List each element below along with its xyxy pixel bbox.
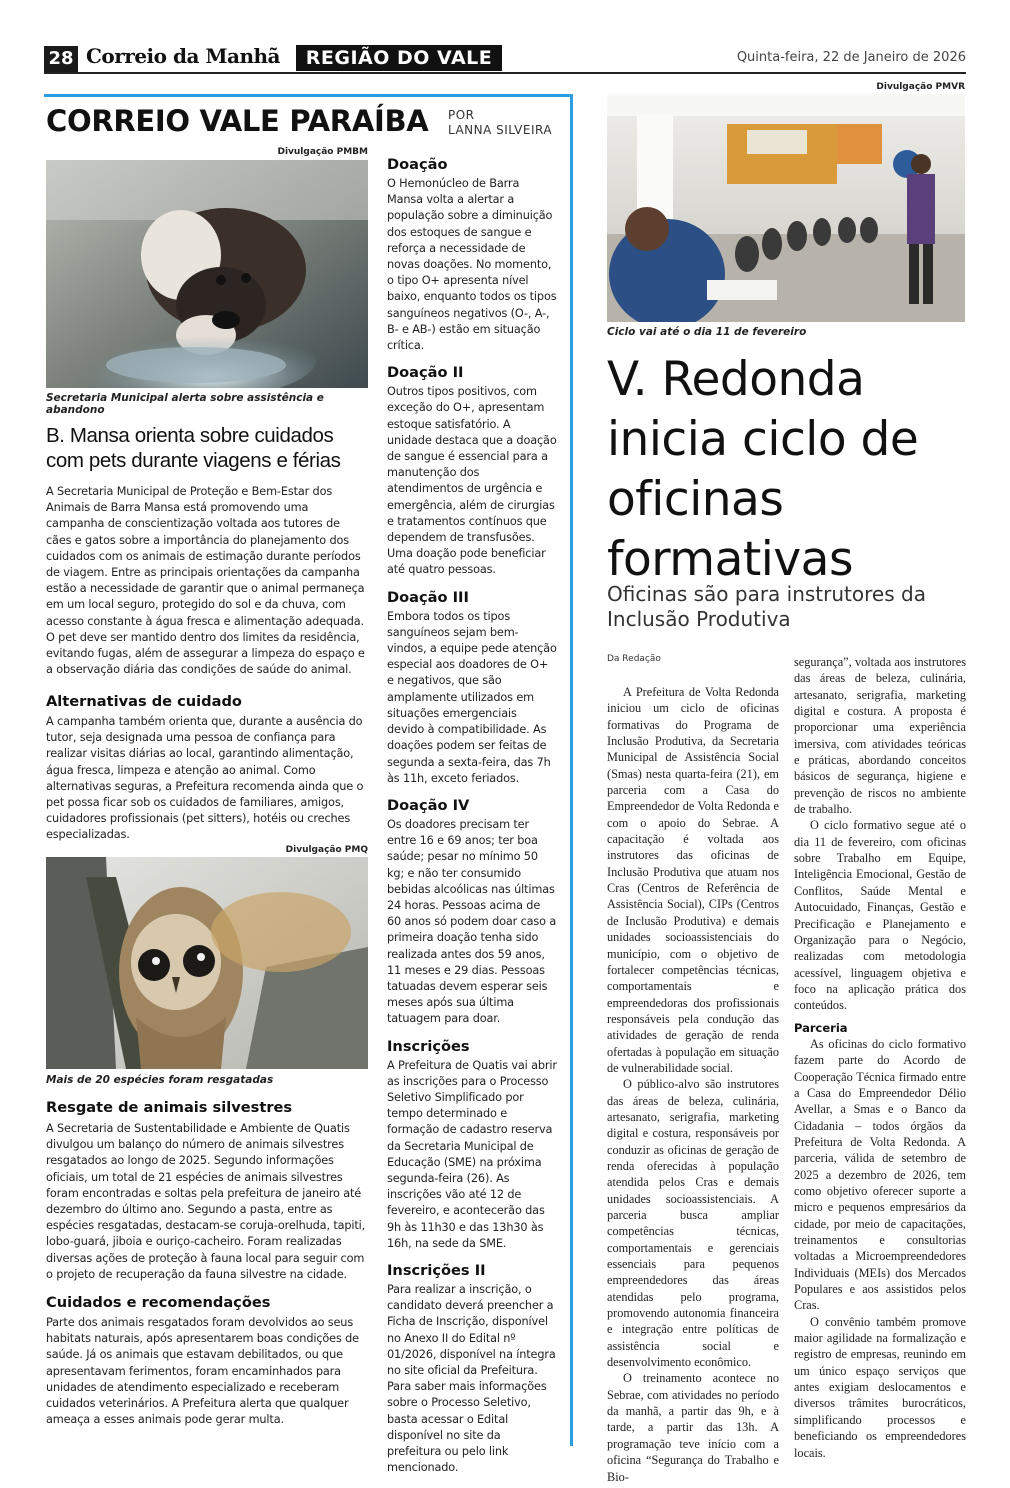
article-paragraph: segurança”, voltada aos instrutores das áreas de beleza, culinária, artesanato, serigrafia, marketing digital e costura. A proposta é proporcionar uma experiência imersiva, com atividades teóricas e práticas, abordando conceitos básicos de segurança, higiene e prevenção de riscos no ambiente de trabalho. xyxy=(794,655,966,817)
wildlife-story-body-2: Parte dos animais resgatados foram devolvidos ao seus habitats naturais, após apresentarem boas condições de saúde. Já os animais que estavam debilitados, ou que apresentavam ferimentos, foram encaminhados para unidades de atendimento especializado e receberam cuidados veterinários. A Prefeitura alerta que qualquer ameaça a esses animais pode gerar multa. xyxy=(46,1316,359,1427)
note-body: Embora todos os tipos sanguíneos sejam bem-vindos, a equipe pede atenção especial aos doadores de O+ e negativos, que são amplamente utilizados em situações emergenciais devido à compatibilidade. As doações podem ser feitas de segunda a sexta-feira, das 7h às 11h, exceto feriados. xyxy=(387,609,557,785)
article-paragraph: A Prefeitura de Volta Redonda iniciou um ciclo de oficinas formativas do Programa de Inclusão Produtiva, da Secretaria Municipal de Assistência Social (Smas) nesta quarta-feira (21), em parceria com a Casa do Empreendedor de Volta Redonda e com o apoio do Sebrae. A capacitação é voltada aos instrutores das oficinas de Inclusão Produtiva que atuam nos Cras (Centros de Referência de Assistência Social), CIPs (Centros de Inclusão Produtiva) e demais unidades socioassistenciais do município, com o objetivo de fortalecer competências técnicas, comportamentais e empreendedoras dos profissionais responsáveis pela condução das atividades de geração de renda ofertadas à população em situação de vulnerabilidade social. xyxy=(607,685,779,1075)
issue-date: Quinta-feira, 22 de Janeiro de 2026 xyxy=(736,50,966,65)
wildlife-story-subhead-2: Cuidados e recomendações xyxy=(46,1294,271,1311)
note-body: A Prefeitura de Quatis vai abrir as inscrições para o Processo Seletivo Simplificado por tempo determinado e formação de cadastro reserva da Secretaria Municipal de Educação (SME) na próxima segunda-feira (26). As inscrições vão até 12 de fevereiro, e acontecerão das 9h às 11h30 e das 13h30 às 16h, na sede da SME. xyxy=(387,1058,557,1250)
note-body: Para realizar a inscrição, o candidato deverá preencher a Ficha de Inscrição, disponível no Anexo II do Edital nº 01/2026, disponível na íntegra no site oficial da Prefeitura. Para saber mais informações sobre o Processo Seletivo, basta acessar o Edital disponível no site da prefeitura ou pelo link mencionado. xyxy=(387,1282,556,1475)
article-paragraph: O público-alvo são instrutores das áreas de beleza, culinária, artesanato, serigrafia, marketing digital e costura, responsáveis por conduzir as oficinas de geração de renda oferecidas à população atendida pelos Cras e demais unidades socioassistenciais. A parceria busca ampliar competências técnicas, comportamentais e gerenciais essenciais para pequenos empreendedores das áreas atendidas pelo programa, promovendo autonomia financeira e integração entre políticas de assistência social e desenvolvimento econômico. xyxy=(607,1077,779,1370)
column-byline xyxy=(448,108,552,138)
article-byline: Da Redação xyxy=(607,654,661,664)
classroom-photo xyxy=(607,94,965,322)
photo-credit-owl: Divulgação PMQ xyxy=(285,845,368,855)
article-column-2 xyxy=(794,654,966,1461)
page-number: 28 xyxy=(44,46,78,72)
note-title: Doação IV xyxy=(387,796,470,814)
photo-caption-owl: Mais de 20 espécies foram resgatadas xyxy=(46,1074,274,1086)
header-divider xyxy=(44,72,966,74)
pets-story-headline: B. Mansa orienta sobre cuidados com pets durante viagens e férias xyxy=(46,424,341,472)
publication-masthead: Correio da Manhã xyxy=(86,44,281,68)
article-paragraph: O convênio também promove maior agilidade na formalização e registro de empresas, reunindo em um único espaço serviços que antes exigiam deslocamentos e diversos trâmites burocráticos, simplificando processos e beneficiando os empreendedores locais. xyxy=(794,1314,966,1460)
note-item xyxy=(387,156,557,354)
article-subheadline: Oficinas são para instrutores da Inclusão Produtiva xyxy=(607,582,926,631)
article-subhead-parceria: Parceria xyxy=(794,1020,848,1035)
note-body: Os doadores precisam ter entre 16 e 69 anos; ter boa saúde; pesar no mínimo 50 kg; e não ter consumido bebidas alcoólicas nas últimas 24 horas. Pessoas acima de 60 anos só podem doar caso a primeira doação tenha sido realizada antes dos 59 anos, 11 meses e 29 dias. Pessoas tatuadas devem esperar seis meses após sua última tatuagem para doar. xyxy=(387,817,557,1026)
note-title: Doação xyxy=(387,156,448,173)
pets-story-body: A Secretaria Municipal de Proteção e Bem-Estar dos Animais de Barra Mansa está promovendo uma campanha de conscientização voltada aos tutores de cães e gatos sobre a importância do planejamento dos cuidados com os animais de estimação durante períodos de viagem. Entre as principais orientações da campanha estão a necessidade de garantir que o animal permaneça em um local seguro, protegido do sol e da chuva, com acesso constante à água fresca e alimentação adequada. O pet deve ser mantido dentro dos limites da residência, evitando fugas, além de assegurar a limpeza do espaço e a observação diária das condições de saúde do animal. xyxy=(46,485,365,677)
pets-story-subhead: Alternativas de cuidado xyxy=(46,693,242,710)
byline-name: LANNA SILVEIRA xyxy=(448,123,553,137)
note-item xyxy=(387,1038,557,1252)
photo-credit-class: Divulgação PMVR xyxy=(876,82,965,92)
note-title: Doação II xyxy=(387,364,464,382)
notes-column xyxy=(387,156,557,1476)
photo-caption-dog: Secretaria Municipal alerta sobre assistência e abandono xyxy=(46,392,324,416)
note-item xyxy=(387,364,557,578)
article-paragraph: O treinamento acontece no Sebrae, com atividades no período da manhã, a partir das 9h, e à tarde, a partir das 13h. A programação teve início com a oficina “Segurança do Trabalho e Bio- xyxy=(607,1371,779,1484)
pets-story-body-2: A campanha também orienta que, durante a ausência do tutor, seja designada uma pessoa de confiança para realizar visitas diárias ao local, garantindo alimentação, água fresca, limpeza e atenção ao animal. Como alternativas seguras, a Prefeitura recomenda ainda que o pet possa ficar sob os cuidados de familiares, amigos, cuidadores profissionais (pet sitters), hotéis ou creches especializadas. xyxy=(46,715,364,842)
note-title: Doação III xyxy=(387,588,469,606)
note-body: O Hemonúcleo de Barra Mansa volta a alertar a população sobre a diminuição dos estoques de sangue e reforça a necessidade de novas doações. No momento, o tipo O+ apresenta nível baixo, enquanto todos os tipos sanguíneos negativos (O-, A-, B- e AB-) estão em situação crítica. xyxy=(387,177,557,353)
section-tag: REGIÃO DO VALE xyxy=(296,45,502,71)
article-paragraph: O ciclo formativo segue até o dia 11 de fevereiro, com oficinas sobre Trabalho em Equipe, Inteligência Emocional, Gestão de Conflitos, Saúde Mental e Autocuidado, Finanças, Gestão e Precificação e Planejamento e Organização para o Negócio, realizadas com metodologia acessível, linguagem objetiva e foco na aplicação prática dos conteúdos. xyxy=(794,818,966,1013)
dog-photo xyxy=(46,160,368,388)
note-item xyxy=(387,797,557,1028)
note-title: Inscrições xyxy=(387,1037,470,1055)
owl-photo xyxy=(46,857,368,1069)
wildlife-story-body: A Secretaria de Sustentabilidade e Ambiente de Quatis divulgou um balanço do número de animais silvestres resgatados ao longo de 2025. Segundo informações oficiais, um total de 21 espécies de animais silvestres foram encontradas e soltas pela prefeitura de janeiro até dezembro do último ano. Segundo a pasta, entre as espécies resgatadas, destacam-se coruja-orelhuda, tapiti, lobo-guará, jiboia e ouriço-cacheiro. Foram realizadas diversas ações de proteção à fauna local para seguir com o projeto de recuperação da fauna silvestre na cidade. xyxy=(46,1122,366,1281)
photo-caption-class: Ciclo vai até o dia 11 de fevereiro xyxy=(607,326,807,338)
photo-credit-dog: Divulgação PMBM xyxy=(277,147,368,157)
article-paragraph: As oficinas do ciclo formativo fazem parte do Acordo de Cooperação Técnica firmado entre a Casa do Empreendedor Délio Avellar, a Smas e o Banco da Cidadania – todos órgãos da Prefeitura de Volta Redonda. A parceria, válida de setembro de 2025 a dezembro de 2026, tem como objetivo oferecer suporte a micro e pequenos empresários da cidade, por meio de capacitações, treinamentos e consultorias voltadas a Microempreendedores Individuais (MEIs) dos Mercados Populares e aos assistidos pelos Cras. xyxy=(794,1036,966,1313)
wildlife-story-subhead: Resgate de animais silvestres xyxy=(46,1099,293,1116)
byline-label: POR xyxy=(448,108,475,122)
note-item xyxy=(387,589,557,787)
column-title: CORREIO VALE PARAÍBA xyxy=(46,104,429,138)
note-item xyxy=(387,1262,557,1476)
article-column-1 xyxy=(607,684,779,1485)
note-body: Outros tipos positivos, com exceção do O+, apresentam estoque satisfatório. A unidade destaca que a doação de sangue é essencial para a manutenção dos atendimentos de urgência e emergência, além de cirurgias e tratamentos contínuos que dependem de transfusões. Uma doação pode beneficiar até quatro pessoas. xyxy=(387,385,557,577)
note-title: Inscrições II xyxy=(387,1261,486,1279)
article-headline: V. Redonda inicia ciclo de oficinas formativas xyxy=(607,352,919,587)
